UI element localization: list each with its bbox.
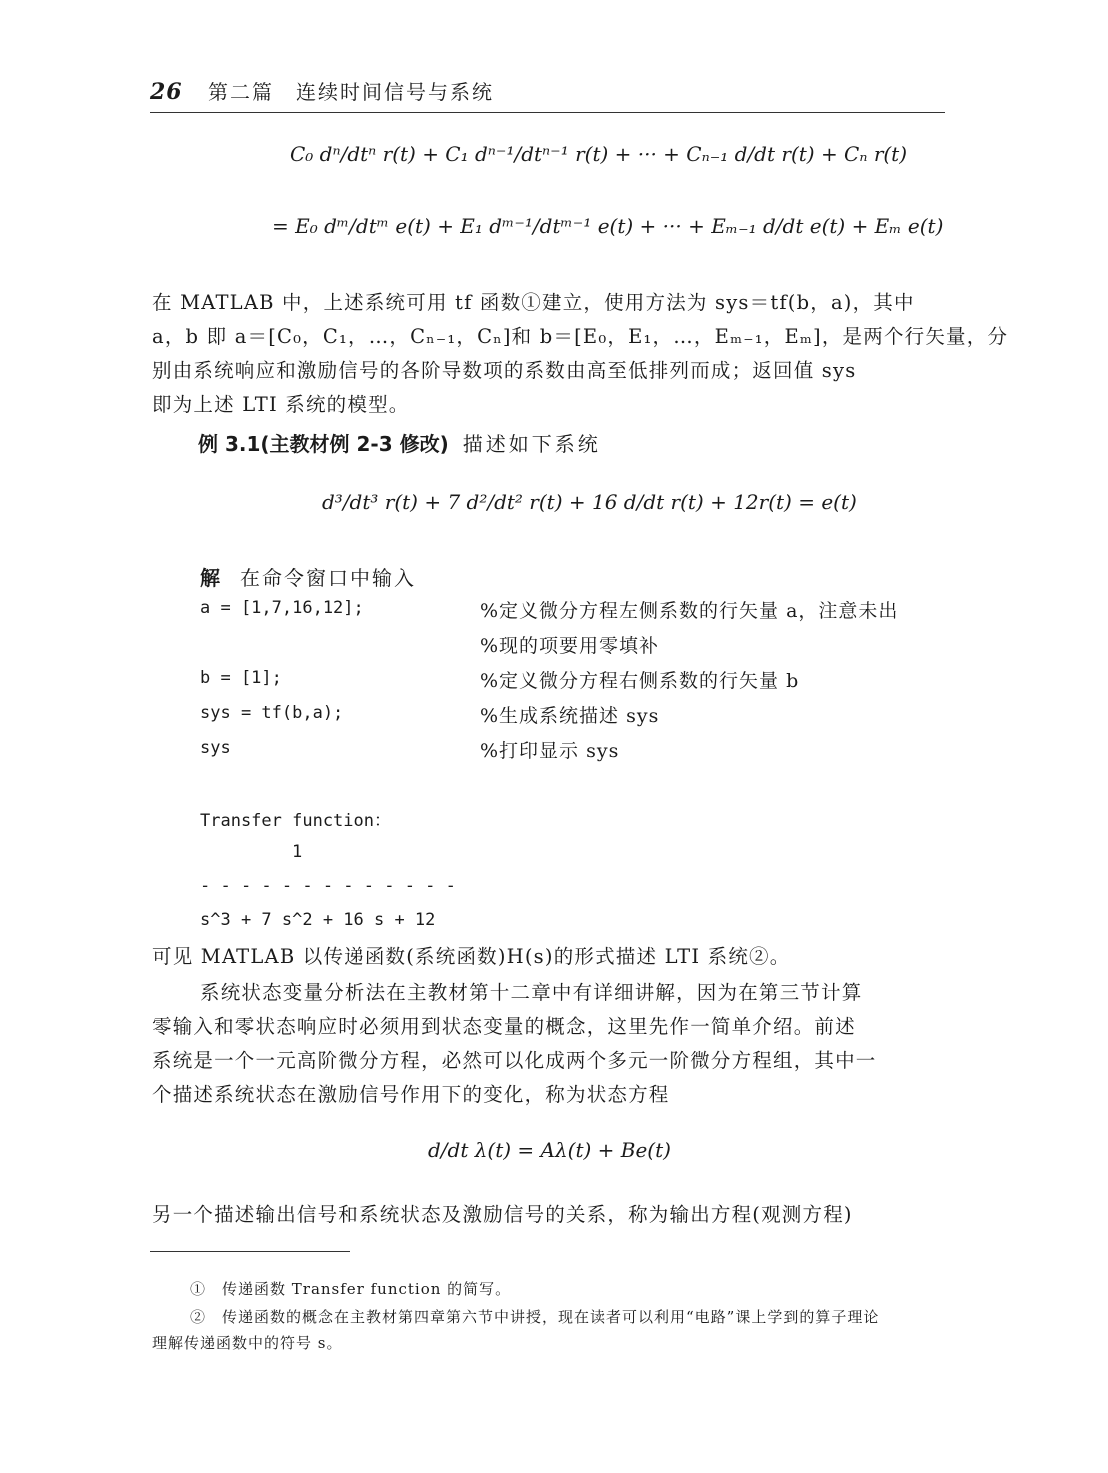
equation-example-text: d³/dt³ r(t) + 7 d²/dt² r(t) + 16 d/dt r(t) + 12r(t) = e(t) [322, 490, 857, 514]
paragraph-hs: 可见 MATLAB 以传递函数(系统函数)H(s)的形式描述 LTI 系统②。 [152, 945, 791, 968]
code-line-4: sys = tf(b,a); [200, 703, 344, 723]
paragraph-line: 零输入和零状态响应时必须用到状态变量的概念，这里先作一简单介绍。前述 [152, 1015, 856, 1038]
paragraph-state-intro [152, 976, 877, 1112]
equation-general-lhs [290, 142, 907, 166]
paragraph-line: a，b 即 a＝[C₀，C₁，…，Cₙ₋₁，Cₙ]和 b＝[E₀，E₁，…，Eₘ₋₁，Eₘ]，是两个行矢量，分 [152, 325, 1009, 348]
footnote-2-cont: 理解传递函数中的符号 s。 [152, 1334, 343, 1352]
paragraph-line: 在 MATLAB 中，上述系统可用 tf 函数①建立，使用方法为 sys＝tf(b，a)，其中 [152, 291, 915, 314]
page-number: 26 [150, 79, 183, 105]
footnote-1: ① 传递函数 Transfer function 的简写。 [190, 1280, 512, 1298]
code-line-1: a = [1,7,16,12]; [200, 598, 364, 618]
equation-state [428, 1138, 671, 1162]
paragraph-line: 系统状态变量分析法在主教材第十二章中有详细讲解，因为在第三节计算 [200, 981, 863, 1004]
paragraph-line: 系统是一个一元高阶微分方程，必然可以化成两个多元一阶微分方程组，其中一 [152, 1049, 877, 1072]
equation-general-rhs-text: = E₀ dᵐ/dtᵐ e(t) + E₁ dᵐ⁻¹/dtᵐ⁻¹ e(t) + ··· + Eₘ₋₁ d/dt e(t) + Eₘ e(t) [272, 214, 944, 238]
code-comment-5: %打印显示 sys [480, 740, 620, 762]
solution-line [200, 562, 416, 591]
paragraph-tf-intro [152, 286, 1008, 422]
solution-label: 解 [200, 566, 222, 590]
equation-example [322, 490, 857, 514]
paragraph-output-eq: 另一个描述输出信号和系统状态及激励信号的关系，称为输出方程(观测方程) [152, 1203, 853, 1226]
output-label: Transfer function： [200, 811, 391, 831]
running-header [150, 76, 494, 105]
code-comment-2: %现的项要用零填补 [480, 635, 660, 657]
header-rule [150, 112, 945, 113]
output-denominator: s^3 + 7 s^2 + 16 s + 12 [200, 910, 436, 930]
equation-state-text: d/dt λ(t) = Aλ(t) + Be(t) [428, 1138, 671, 1162]
paragraph-line: 别由系统响应和激励信号的各阶导数项的系数由高至低排列而成；返回值 sys [152, 359, 857, 382]
footnote-2: ② 传递函数的概念在主教材第四章第六节中讲授，现在读者可以利用“电路”课上学到的算子理论 [190, 1308, 880, 1326]
footnote-rule [150, 1251, 350, 1252]
example-desc: 描述如下系统 [462, 432, 601, 456]
equation-general-lhs-text: C₀ dⁿ/dtⁿ r(t) + C₁ dⁿ⁻¹/dtⁿ⁻¹ r(t) + ··· + Cₙ₋₁ d/dt r(t) + Cₙ r(t) [290, 142, 908, 166]
solution-text: 在命令窗口中输入 [240, 566, 416, 590]
code-comment-3: %定义微分方程右侧系数的行矢量 b [480, 670, 800, 692]
equation-general-rhs [272, 214, 943, 238]
code-comment-1: %定义微分方程左侧系数的行矢量 a，注意未出 [480, 600, 899, 622]
example-label: 例 3.1(主教材例 2-3 修改) [198, 432, 449, 456]
paragraph-line: 即为上述 LTI 系统的模型。 [152, 393, 410, 416]
output-fraction-bar: - - - - - - - - - - - - - [200, 876, 456, 896]
example-heading [198, 428, 601, 457]
code-line-5: sys [200, 738, 231, 758]
output-numerator: 1 [292, 842, 303, 862]
code-line-3: b = [1]; [200, 668, 282, 688]
paragraph-line: 个描述系统状态在激励信号作用下的变化，称为状态方程 [152, 1083, 670, 1106]
code-comment-4: %生成系统描述 sys [480, 705, 660, 727]
section-title: 第二篇 连续时间信号与系统 [207, 80, 494, 104]
